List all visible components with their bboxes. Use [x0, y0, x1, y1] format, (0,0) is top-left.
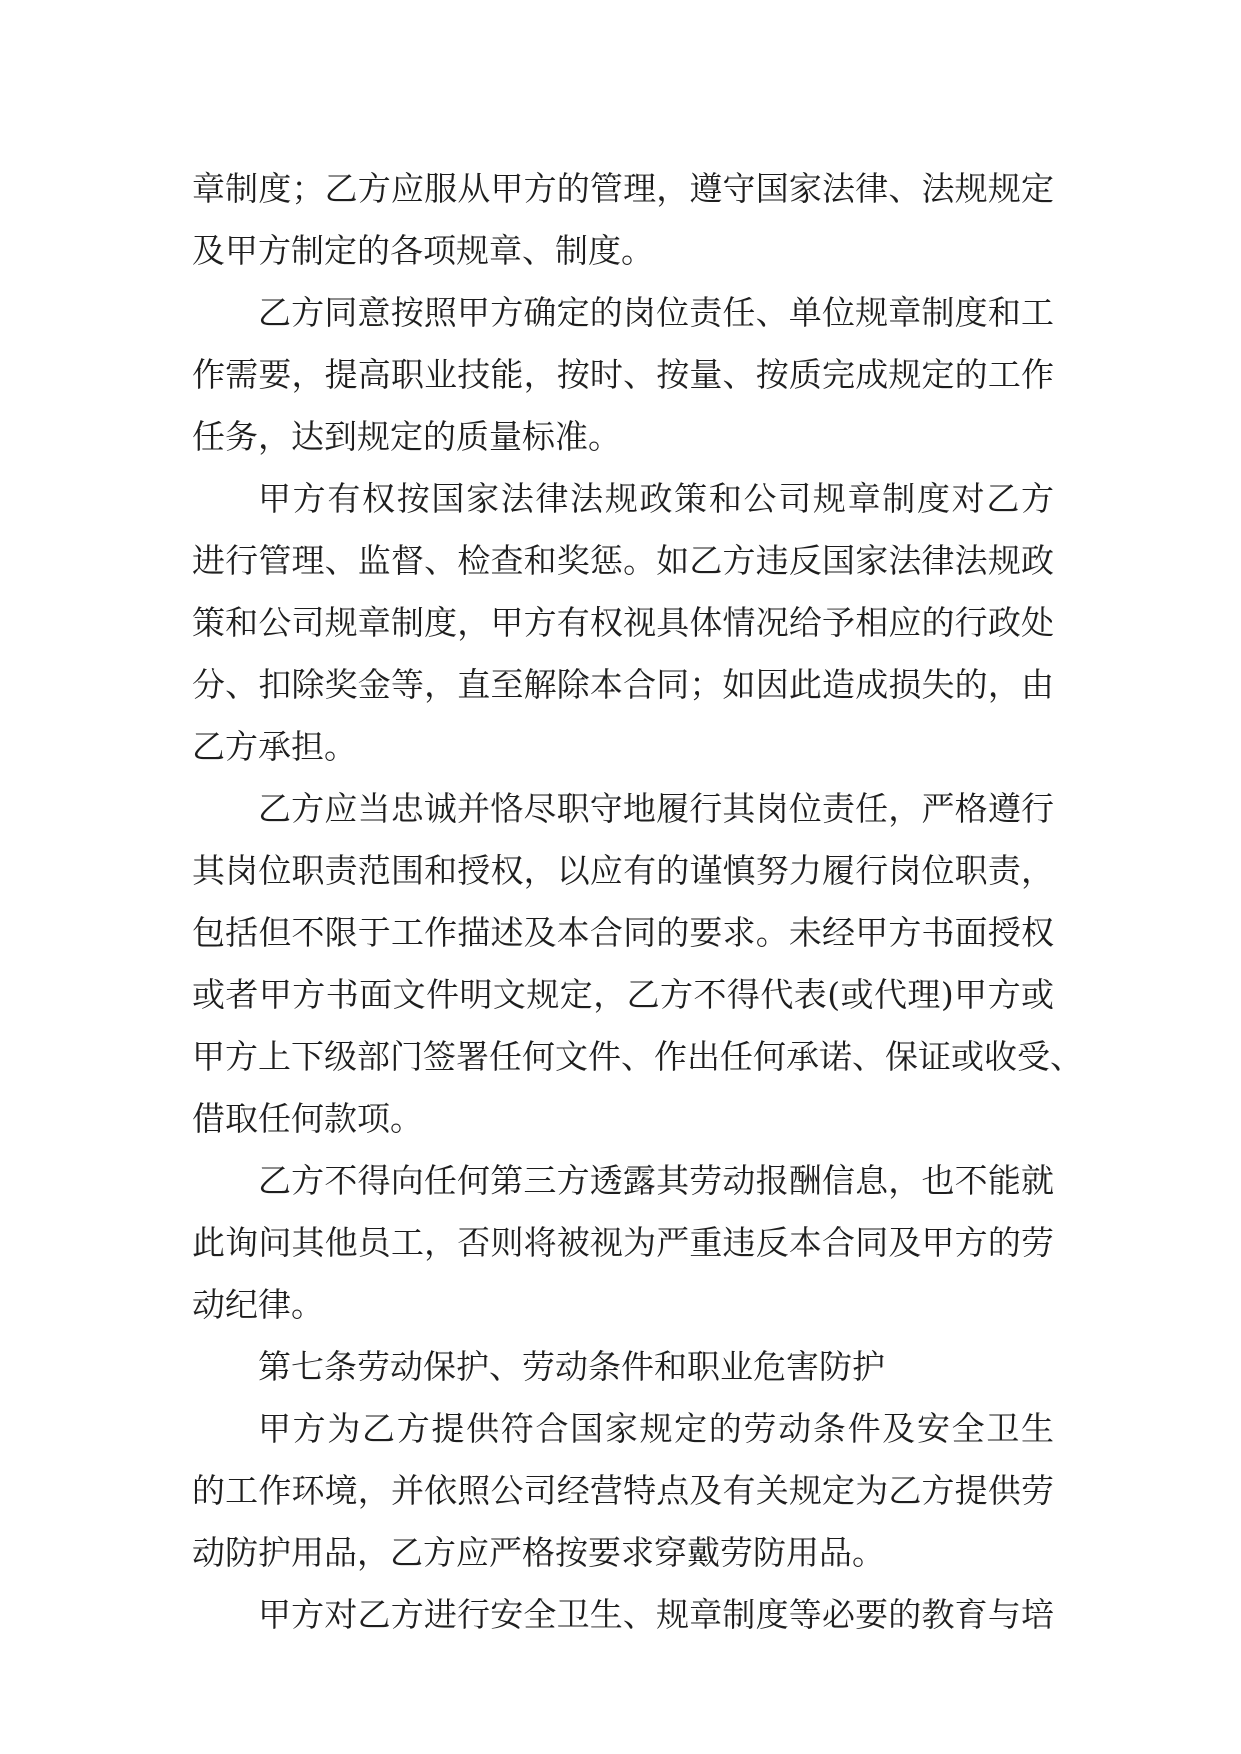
text-line: 作需要，提高职业技能，按时、按量、按质完成规定的工作 [192, 355, 1054, 394]
text-line: 甲方有权按国家法律法规政策和公司规章制度对乙方 [258, 479, 1054, 518]
text-line: 分、扣除奖金等，直至解除本合同；如因此造成损失的，由 [192, 665, 1054, 704]
text-line: 甲方为乙方提供符合国家规定的劳动条件及安全卫生 [258, 1409, 1054, 1448]
text-line: 动防护用品，乙方应严格按要求穿戴劳防用品。 [192, 1533, 885, 1572]
text-line: 的工作环境，并依照公司经营特点及有关规定为乙方提供劳 [192, 1471, 1054, 1510]
text-line: 策和公司规章制度，甲方有权视具体情况给予相应的行政处 [192, 603, 1054, 642]
contract-body-text [192, 158, 1083, 1646]
text-line: 任务，达到规定的质量标准。 [192, 417, 621, 456]
text-line: 其岗位职责范围和授权，以应有的谨慎努力履行岗位职责， [192, 851, 1054, 890]
text-line: 包括但不限于工作描述及本合同的要求。未经甲方书面授权 [192, 913, 1054, 952]
text-line: 此询问其他员工，否则将被视为严重违反本合同及甲方的劳 [192, 1223, 1054, 1262]
text-line: 甲方上下级部门签署任何文件、作出任何承诺、保证或收受、 [192, 1037, 1083, 1076]
text-line: 借取任何款项。 [192, 1099, 423, 1138]
text-line: 动纪律。 [192, 1285, 324, 1324]
text-line: 乙方承担。 [192, 727, 357, 766]
text-line: 甲方对乙方进行安全卫生、规章制度等必要的教育与培 [258, 1595, 1054, 1634]
text-line: 进行管理、监督、检查和奖惩。如乙方违反国家法律法规政 [192, 541, 1054, 580]
text-line: 乙方应当忠诚并恪尽职守地履行其岗位责任，严格遵行 [258, 789, 1054, 828]
text-line: 乙方同意按照甲方确定的岗位责任、单位规章制度和工 [258, 293, 1054, 332]
text-line: 或者甲方书面文件明文规定，乙方不得代表(或代理)甲方或 [192, 975, 1054, 1014]
text-line: 及甲方制定的各项规章、制度。 [192, 231, 654, 270]
text-line: 乙方不得向任何第三方透露其劳动报酬信息，也不能就 [258, 1161, 1054, 1200]
section-heading: 第七条劳动保护、劳动条件和职业危害防护 [258, 1347, 885, 1386]
text-line: 章制度；乙方应服从甲方的管理，遵守国家法律、法规规定 [192, 169, 1054, 208]
